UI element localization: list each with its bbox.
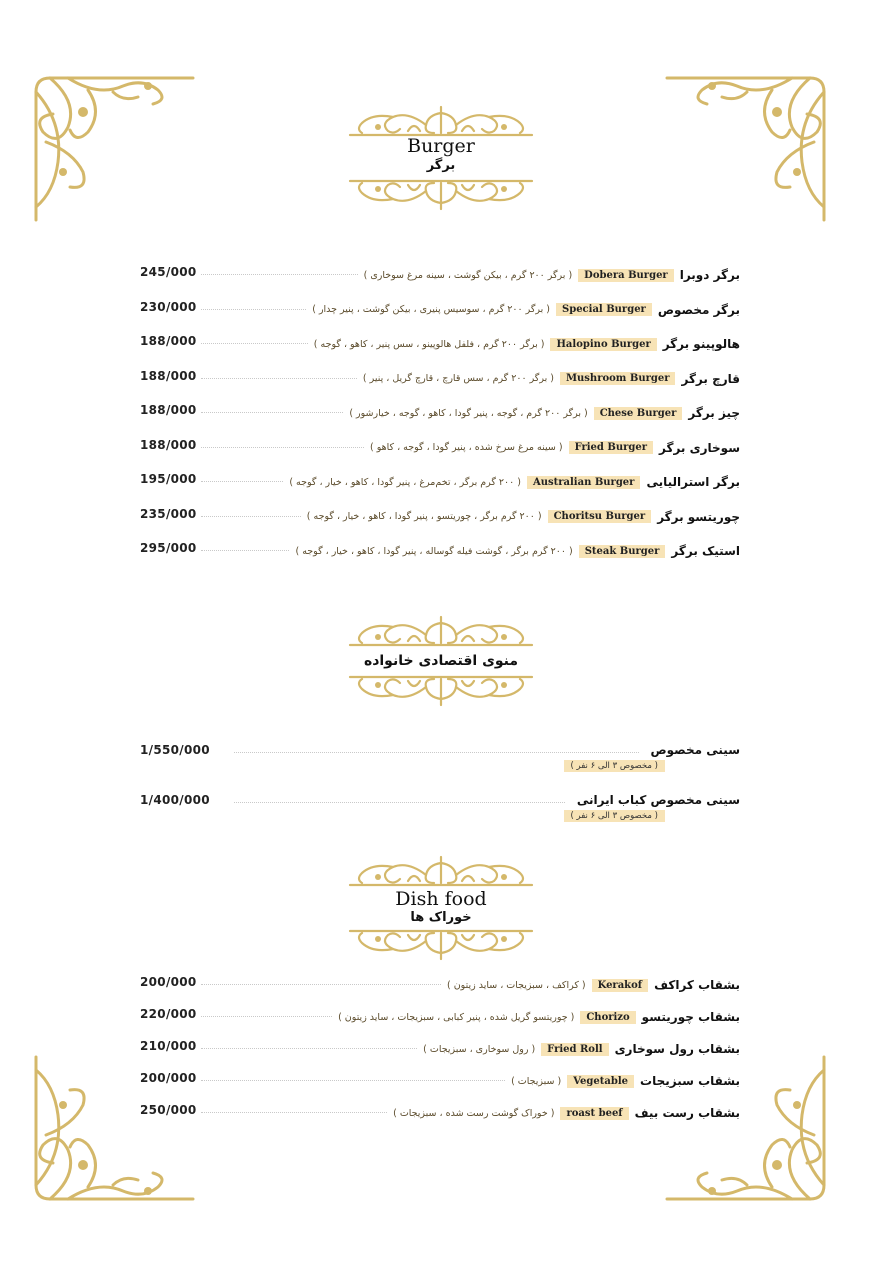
item-name-fa: برگر استرالیایی bbox=[646, 475, 740, 489]
item-description: ( سینه مرغ سرخ شده ، پنیر گودا ، گوجه ، کاهو ) bbox=[370, 442, 563, 453]
item-name-en: Special Burger bbox=[556, 303, 652, 316]
item-description: ( خوراک گوشت رست شده ، سبزیجات ) bbox=[393, 1107, 555, 1119]
item-description: ( ۲۰۰ گرم برگر ، گوشت فیله گوساله ، پنیر گودا ، کاهو ، خیار ، گوجه ) bbox=[295, 545, 573, 557]
item-name-en: Chese Burger bbox=[594, 407, 683, 420]
item-name-fa: قارچ برگر bbox=[681, 371, 740, 386]
item-name-en: Dobera Burger bbox=[578, 269, 674, 282]
item-label-group bbox=[423, 1039, 740, 1059]
item-name-en: Choritsu Burger bbox=[548, 510, 652, 523]
item-name-fa: استیک برگر bbox=[671, 544, 740, 558]
leader-dots bbox=[201, 378, 357, 379]
leader-dots bbox=[201, 274, 358, 275]
item-description: ( ۲۰۰ گرم برگر ، چوریتسو ، پنیر گودا ، کاهو ، خیار ، گوجه ) bbox=[306, 511, 542, 522]
item-price: 188/000 bbox=[140, 368, 197, 383]
item-label-group bbox=[447, 975, 740, 995]
item-price: 188/000 bbox=[140, 437, 197, 452]
leader-dots bbox=[201, 1112, 387, 1113]
item-description: ( کراکف ، سبزیجات ، ساید زیتون ) bbox=[446, 979, 586, 991]
item-name-en: roast beef bbox=[560, 1107, 628, 1120]
item-name-en: Steak Burger bbox=[579, 545, 666, 558]
dish-item-row bbox=[140, 1103, 740, 1123]
item-price: 188/000 bbox=[140, 403, 197, 417]
item-name-en: Kerakof bbox=[592, 979, 648, 992]
item-name-fa: بشقاب رول سوخاری bbox=[614, 1042, 740, 1056]
item-price: 220/000 bbox=[140, 1007, 197, 1021]
item-description: ( سبزیجات ) bbox=[511, 1075, 562, 1087]
item-price: 210/000 bbox=[140, 1039, 197, 1053]
item-description: ( برگر ۲۰۰ گرم ، بیکن گوشت ، سینه مرغ سوخاری ) bbox=[363, 269, 573, 281]
item-label-group bbox=[393, 1103, 740, 1123]
item-price: 1/400/000 bbox=[140, 793, 210, 807]
item-note: ( مخصوص ۳ الی ۶ نفر ) bbox=[564, 760, 666, 772]
header-ornament-bottom bbox=[348, 927, 534, 965]
family-item-row bbox=[140, 743, 740, 789]
item-label-group bbox=[312, 300, 740, 320]
item-label-group bbox=[511, 1071, 740, 1091]
item-name-fa: برگر دوبرا bbox=[679, 268, 740, 282]
item-name-fa: چیز برگر bbox=[688, 406, 740, 420]
leader-dots bbox=[201, 447, 364, 448]
item-name-fa: بشقاب سبزیجات bbox=[640, 1074, 740, 1088]
burger-item-row bbox=[140, 369, 740, 389]
family-item-row bbox=[140, 793, 740, 839]
dish-item-row bbox=[140, 975, 740, 995]
burger-section-header bbox=[0, 105, 882, 210]
item-description: ( برگر ۲۰۰ گرم ، سس قارچ ، قارچ گریل ، پنیر ) bbox=[362, 373, 554, 384]
item-name-en: Vegetable bbox=[567, 1075, 634, 1088]
dish-section-header bbox=[0, 855, 882, 960]
dish-item-row bbox=[140, 1007, 740, 1027]
item-label-group bbox=[349, 403, 740, 423]
item-price: 200/000 bbox=[140, 1071, 197, 1085]
item-name-en: Chorizo bbox=[580, 1011, 635, 1024]
item-name-fa: چوریتسو برگر bbox=[657, 509, 740, 524]
burger-item-row bbox=[140, 300, 740, 320]
dish-section-title: Dish food bbox=[395, 888, 487, 910]
item-description: ( برگر ۲۰۰ گرم ، فلفل هالوپینو ، سس پنیر ، کاهو ، گوجه ) bbox=[313, 338, 545, 350]
dish-section-subtitle: خوراک ها bbox=[410, 910, 472, 925]
item-name-en: Mushroom Burger bbox=[560, 372, 676, 385]
leader-dots bbox=[201, 1080, 505, 1081]
item-name-en: Halopino Burger bbox=[550, 338, 656, 351]
header-ornament-top bbox=[348, 615, 534, 653]
leader-dots bbox=[201, 1016, 332, 1017]
item-price: 295/000 bbox=[140, 541, 197, 555]
leader-dots bbox=[201, 343, 308, 344]
item-price: 200/000 bbox=[140, 975, 197, 989]
header-ornament-bottom bbox=[348, 673, 534, 711]
item-name-fa: هالوپینو برگر bbox=[662, 337, 740, 351]
leader-dots bbox=[201, 412, 343, 413]
leader-dots bbox=[201, 481, 283, 482]
leader-dots bbox=[234, 802, 565, 803]
item-name-fa: بشقاب چوریتسو bbox=[641, 1010, 740, 1024]
item-label-group bbox=[289, 472, 740, 492]
burger-item-row bbox=[140, 265, 740, 285]
dish-item-row bbox=[140, 1071, 740, 1091]
item-price: 230/000 bbox=[140, 299, 197, 314]
item-description: ( برگر ۲۰۰ گرم ، سوسیس پنیری ، بیکن گوشت ، پنیر چدار ) bbox=[312, 304, 550, 315]
item-name-fa: سینی مخصوص bbox=[650, 743, 740, 757]
item-label-group bbox=[295, 541, 740, 561]
burger-section-subtitle: برگر bbox=[426, 158, 456, 173]
item-description: ( چوریتسو گریل شده ، پنیر کبابی ، سبزیجات ، ساید زیتون ) bbox=[338, 1011, 575, 1023]
leader-dots bbox=[234, 752, 639, 753]
item-note: ( مخصوص ۳ الی ۶ نفر ) bbox=[564, 810, 666, 822]
item-name-en: Fried Burger bbox=[569, 441, 653, 454]
burger-item-row bbox=[140, 403, 740, 423]
leader-dots bbox=[201, 309, 306, 310]
item-price: 188/000 bbox=[140, 334, 197, 348]
burger-item-row bbox=[140, 438, 740, 458]
leader-dots bbox=[201, 516, 301, 517]
item-label-group bbox=[364, 265, 740, 285]
item-name-fa: بشقاب رست بیف bbox=[634, 1106, 740, 1120]
item-price: 245/000 bbox=[140, 265, 197, 279]
burger-item-row bbox=[140, 334, 740, 354]
item-label-group bbox=[363, 369, 740, 389]
item-name-fa: بشقاب کراکف bbox=[654, 978, 740, 992]
item-description: ( برگر ۲۰۰ گرم ، گوجه ، پنیر گودا ، کاهو ، گوجه ، خیارشور ) bbox=[349, 407, 588, 419]
item-name-fa: برگر مخصوص bbox=[657, 302, 740, 317]
burger-item-row bbox=[140, 472, 740, 492]
burger-item-row bbox=[140, 507, 740, 527]
item-label-group bbox=[338, 1007, 740, 1027]
item-price: 1/550/000 bbox=[140, 743, 210, 757]
item-name-fa: سوخاری برگر bbox=[659, 440, 740, 455]
family-section-title: منوی اقتصادی خانواده bbox=[363, 653, 519, 669]
item-price: 250/000 bbox=[140, 1103, 197, 1117]
item-price: 235/000 bbox=[140, 506, 197, 521]
item-description: ( ۲۰۰ گرم برگر ، تخم‌مرغ ، پنیر گودا ، کاهو ، خیار ، گوجه ) bbox=[289, 476, 521, 488]
leader-dots bbox=[201, 1048, 417, 1049]
burger-section-title: Burger bbox=[407, 135, 475, 157]
item-name-fa: سینی مخصوص کباب ایرانی bbox=[576, 793, 740, 807]
header-ornament-bottom bbox=[348, 177, 534, 215]
leader-dots bbox=[201, 550, 289, 551]
item-price: 195/000 bbox=[140, 472, 197, 486]
dish-item-row bbox=[140, 1039, 740, 1059]
item-label-group bbox=[307, 507, 740, 527]
item-label-group bbox=[314, 334, 740, 354]
item-description: ( رول سوخاری ، سبزیجات ) bbox=[423, 1043, 536, 1055]
family-section-header bbox=[0, 615, 882, 705]
burger-item-row bbox=[140, 541, 740, 561]
item-name-en: Fried Roll bbox=[541, 1043, 608, 1056]
leader-dots bbox=[201, 984, 441, 985]
item-label-group bbox=[370, 438, 740, 458]
item-name-en: Australian Burger bbox=[527, 476, 640, 489]
